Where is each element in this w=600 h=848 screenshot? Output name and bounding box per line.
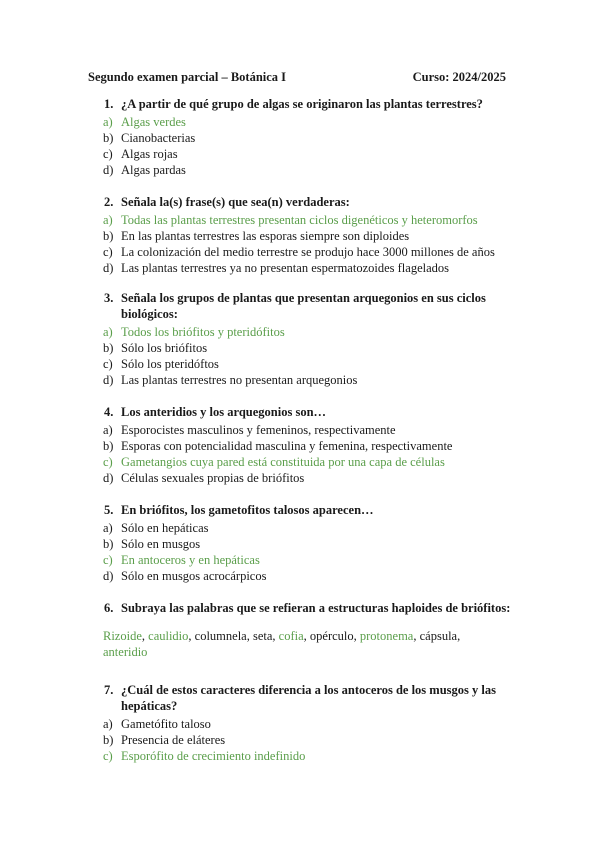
option-list: [0, 212, 600, 276]
option-letter: c): [103, 455, 113, 469]
question-text: Señala los grupos de plantas que presentan arquegonios en sus ciclos biológicos:: [121, 291, 486, 321]
question-title: [0, 290, 600, 322]
option-list: [0, 716, 600, 764]
option-letter: b): [103, 229, 114, 243]
option-text: Todos los briófitos y pteridófitos: [121, 325, 285, 339]
option-text: Cianobacterias: [121, 131, 196, 145]
word-item: seta: [252, 629, 273, 643]
option-letter: a): [103, 115, 113, 129]
question-2: [0, 194, 600, 276]
option-text: Presencia de eláteres: [121, 733, 226, 747]
word-item: columnela: [194, 629, 247, 643]
question-title: [0, 600, 600, 616]
question-number: 2.: [104, 195, 114, 209]
answer-option: [0, 162, 600, 178]
word-item: protonema: [359, 629, 414, 643]
exam-title: Segundo examen parcial – Botánica I: [88, 70, 287, 84]
question-7: [0, 682, 600, 764]
option-letter: c): [103, 749, 113, 763]
question-title: [0, 502, 600, 518]
option-list: [0, 114, 600, 178]
option-letter: a): [103, 521, 113, 535]
option-text: Sólo en hepáticas: [121, 521, 209, 535]
question-title: [0, 194, 600, 210]
question-5: [0, 502, 600, 584]
answer-option: [0, 422, 600, 438]
option-letter: a): [103, 717, 113, 731]
answer-option: [0, 228, 600, 244]
option-text: Esporófito de crecimiento indefinido: [121, 749, 306, 763]
option-text: Sólo los pteridóftos: [121, 357, 219, 371]
option-text: Todas las plantas terrestres presentan ciclos digenéticos y heteromorfos: [121, 213, 478, 227]
option-text: Sólo en musgos acrocárpicos: [121, 569, 267, 583]
word-item: opérculo: [309, 629, 354, 643]
option-letter: c): [103, 245, 113, 259]
question-text: ¿Cuál de estos caracteres diferencia a los antoceros de los musgos y las hepáticas?: [121, 683, 496, 713]
option-list: [0, 422, 600, 486]
option-text: Células sexuales propias de briófitos: [121, 471, 305, 485]
question-1: [0, 96, 600, 178]
answer-option: [0, 372, 600, 388]
question-4: [0, 404, 600, 486]
answer-option: [0, 536, 600, 552]
option-text: Las plantas terrestres no presentan arquegonios: [121, 373, 358, 387]
option-letter: a): [103, 325, 113, 339]
question-number: 1.: [104, 97, 114, 111]
option-list: [0, 520, 600, 584]
option-text: Esporocistes masculinos y femeninos, respectivamente: [121, 423, 396, 437]
word-item: cápsula: [419, 629, 458, 643]
option-text: Las plantas terrestres ya no presentan espermatozoides flagelados: [121, 261, 449, 275]
option-text: Esporas con potencialidad masculina y femenina, respectivamente: [121, 439, 453, 453]
option-text: Sólo en musgos: [121, 537, 201, 551]
answer-option: [0, 340, 600, 356]
answer-option: [0, 568, 600, 584]
question-text: En briófitos, los gametofitos talosos aparecen…: [121, 503, 374, 517]
answer-option: [0, 552, 600, 568]
question-number: 3.: [104, 291, 114, 305]
question-text: Subraya las palabras que se refieran a estructuras haploides de briófitos:: [121, 601, 511, 615]
answer-option: [0, 438, 600, 454]
exam-header: [88, 70, 506, 85]
answer-option: [0, 470, 600, 486]
option-letter: d): [103, 569, 114, 583]
question-3: [0, 290, 600, 388]
question-text: Señala la(s) frase(s) que sea(n) verdaderas:: [121, 195, 350, 209]
option-text: Gametófito taloso: [121, 717, 211, 731]
word-item: anteridio: [103, 645, 148, 659]
question-number: 5.: [104, 503, 114, 517]
answer-option: [0, 260, 600, 276]
option-letter: d): [103, 261, 114, 275]
option-text: Gametangios cuya pared está constituida por una capa de células: [121, 455, 445, 469]
answer-option: [0, 114, 600, 130]
option-letter: c): [103, 553, 113, 567]
option-text: En antoceros y en hepáticas: [121, 553, 260, 567]
question-title: [0, 682, 600, 714]
answer-option: [0, 146, 600, 162]
question-text: ¿A partir de qué grupo de algas se originaron las plantas terrestres?: [121, 97, 483, 111]
question-title: [0, 96, 600, 112]
answer-option: [0, 520, 600, 536]
option-text: Algas verdes: [121, 115, 186, 129]
option-letter: a): [103, 213, 113, 227]
answer-option: [0, 716, 600, 732]
answer-option: [0, 748, 600, 764]
option-letter: c): [103, 147, 113, 161]
option-list: [0, 324, 600, 388]
question-6: [0, 600, 600, 660]
answer-option: [0, 454, 600, 470]
question-number: 6.: [104, 601, 114, 615]
option-text: La colonización del medio terrestre se produjo hace 3000 millones de años: [121, 245, 495, 259]
answer-option: [0, 130, 600, 146]
option-letter: d): [103, 163, 114, 177]
option-letter: b): [103, 131, 114, 145]
option-letter: a): [103, 423, 113, 437]
option-letter: d): [103, 373, 114, 387]
answer-option: [0, 356, 600, 372]
option-letter: b): [103, 733, 114, 747]
word-item: Rizoide: [103, 629, 142, 643]
question-number: 4.: [104, 405, 114, 419]
question-text: Los anteridios y los arquegonios son…: [121, 405, 327, 419]
option-letter: b): [103, 537, 114, 551]
option-text: Algas pardas: [121, 163, 186, 177]
word-list: Rizoide, caulidio, columnela, seta, cofia, opérculo, protonema, cápsula, anteridio: [103, 629, 461, 659]
answer-option: [0, 732, 600, 748]
word-item: cofia: [278, 629, 304, 643]
answer-option: [0, 324, 600, 340]
question-title: [0, 404, 600, 420]
option-letter: c): [103, 357, 113, 371]
word-item: caulidio: [148, 629, 189, 643]
option-text: Sólo los briófitos: [121, 341, 208, 355]
answer-option: [0, 212, 600, 228]
course-year: Curso: 2024/2025: [412, 70, 506, 84]
option-letter: b): [103, 439, 114, 453]
question-number: 7.: [104, 683, 114, 697]
option-letter: d): [103, 471, 114, 485]
option-text: Algas rojas: [121, 147, 178, 161]
option-text: En las plantas terrestres las esporas siempre son diploides: [121, 229, 410, 243]
answer-option: [0, 244, 600, 260]
option-letter: b): [103, 341, 114, 355]
